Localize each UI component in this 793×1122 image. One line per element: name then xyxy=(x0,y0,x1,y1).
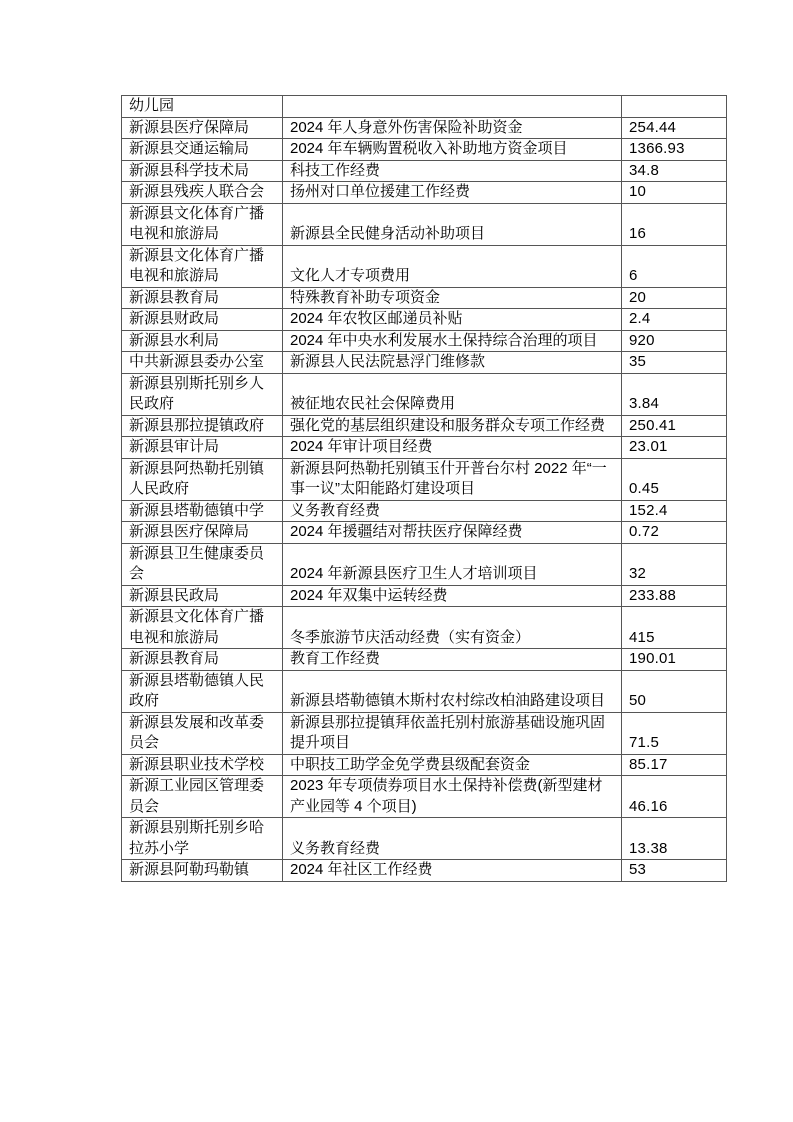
amount-cell: 34.8 xyxy=(622,160,727,182)
project-cell: 特殊教育补助专项资金 xyxy=(283,287,622,309)
unit-cell: 新源县审计局 xyxy=(122,437,283,459)
funding-table-container xyxy=(121,95,685,882)
amount-cell xyxy=(622,96,727,118)
project-cell: 义务教育经费 xyxy=(283,818,622,860)
unit-cell: 新源县水利局 xyxy=(122,330,283,352)
amount-cell: 152.4 xyxy=(622,500,727,522)
unit-cell: 新源县阿热勒托别镇人民政府 xyxy=(122,458,283,500)
table-row xyxy=(122,373,727,415)
amount-cell: 53 xyxy=(622,860,727,882)
unit-cell: 幼儿园 xyxy=(122,96,283,118)
table-row xyxy=(122,458,727,500)
unit-cell: 新源县别斯托别乡人民政府 xyxy=(122,373,283,415)
unit-cell: 新源县文化体育广播电视和旅游局 xyxy=(122,607,283,649)
table-row xyxy=(122,96,727,118)
unit-cell: 新源县文化体育广播电视和旅游局 xyxy=(122,245,283,287)
amount-cell: 250.41 xyxy=(622,415,727,437)
amount-cell: 920 xyxy=(622,330,727,352)
unit-cell: 新源县科学技术局 xyxy=(122,160,283,182)
unit-cell: 新源县卫生健康委员会 xyxy=(122,543,283,585)
project-cell: 2023 年专项债券项目水土保持补偿费(新型建材产业园等 4 个项目) xyxy=(283,776,622,818)
table-row xyxy=(122,754,727,776)
unit-cell: 新源县文化体育广播电视和旅游局 xyxy=(122,203,283,245)
project-cell: 新源县塔勒德镇木斯村农村综改柏油路建设项目 xyxy=(283,670,622,712)
project-cell: 新源县阿热勒托别镇玉什开普台尔村 2022 年“一事一议”太阳能路灯建设项目 xyxy=(283,458,622,500)
amount-cell: 23.01 xyxy=(622,437,727,459)
unit-cell: 新源县发展和改革委员会 xyxy=(122,712,283,754)
table-row xyxy=(122,309,727,331)
table-row xyxy=(122,818,727,860)
unit-cell: 新源县教育局 xyxy=(122,287,283,309)
amount-cell: 6 xyxy=(622,245,727,287)
table-row xyxy=(122,585,727,607)
unit-cell: 新源县医疗保障局 xyxy=(122,117,283,139)
project-cell: 冬季旅游节庆活动经费（实有资金） xyxy=(283,607,622,649)
table-row xyxy=(122,649,727,671)
project-cell: 2024 年人身意外伤害保险补助资金 xyxy=(283,117,622,139)
project-cell: 扬州对口单位援建工作经费 xyxy=(283,182,622,204)
table-row xyxy=(122,543,727,585)
unit-cell: 新源县塔勒德镇人民政府 xyxy=(122,670,283,712)
project-cell: 被征地农民社会保障费用 xyxy=(283,373,622,415)
table-row xyxy=(122,500,727,522)
amount-cell: 46.16 xyxy=(622,776,727,818)
table-row xyxy=(122,203,727,245)
project-cell: 2024 年援疆结对帮扶医疗保障经费 xyxy=(283,522,622,544)
table-row xyxy=(122,712,727,754)
table-row xyxy=(122,607,727,649)
project-cell: 文化人才专项费用 xyxy=(283,245,622,287)
project-cell: 2024 年中央水利发展水土保持综合治理的项目 xyxy=(283,330,622,352)
unit-cell: 新源县教育局 xyxy=(122,649,283,671)
table-row xyxy=(122,287,727,309)
project-cell: 中职技工助学金免学费县级配套资金 xyxy=(283,754,622,776)
unit-cell: 新源县财政局 xyxy=(122,309,283,331)
table-row xyxy=(122,860,727,882)
table-row xyxy=(122,117,727,139)
amount-cell: 0.45 xyxy=(622,458,727,500)
amount-cell: 0.72 xyxy=(622,522,727,544)
amount-cell: 3.84 xyxy=(622,373,727,415)
amount-cell: 415 xyxy=(622,607,727,649)
amount-cell: 233.88 xyxy=(622,585,727,607)
unit-cell: 新源县民政局 xyxy=(122,585,283,607)
table-row xyxy=(122,330,727,352)
table-row xyxy=(122,522,727,544)
table-row xyxy=(122,437,727,459)
unit-cell: 新源工业园区管理委员会 xyxy=(122,776,283,818)
amount-cell: 13.38 xyxy=(622,818,727,860)
project-cell: 2024 年新源县医疗卫生人才培训项目 xyxy=(283,543,622,585)
table-row xyxy=(122,139,727,161)
amount-cell: 50 xyxy=(622,670,727,712)
amount-cell: 16 xyxy=(622,203,727,245)
table-row xyxy=(122,245,727,287)
project-cell: 新源县人民法院悬浮门维修款 xyxy=(283,352,622,374)
project-cell: 义务教育经费 xyxy=(283,500,622,522)
project-cell: 新源县那拉提镇拜依盖托别村旅游基础设施巩固提升项目 xyxy=(283,712,622,754)
amount-cell: 85.17 xyxy=(622,754,727,776)
table-row xyxy=(122,670,727,712)
project-cell: 2024 年社区工作经费 xyxy=(283,860,622,882)
amount-cell: 71.5 xyxy=(622,712,727,754)
project-cell: 2024 年车辆购置税收入补助地方资金项目 xyxy=(283,139,622,161)
unit-cell: 新源县阿勒玛勒镇 xyxy=(122,860,283,882)
unit-cell: 新源县别斯托别乡哈拉苏小学 xyxy=(122,818,283,860)
amount-cell: 190.01 xyxy=(622,649,727,671)
funding-table xyxy=(121,95,727,882)
project-cell xyxy=(283,96,622,118)
project-cell: 科技工作经费 xyxy=(283,160,622,182)
project-cell: 新源县全民健身活动补助项目 xyxy=(283,203,622,245)
amount-cell: 35 xyxy=(622,352,727,374)
unit-cell: 新源县交通运输局 xyxy=(122,139,283,161)
unit-cell: 中共新源县委办公室 xyxy=(122,352,283,374)
amount-cell: 20 xyxy=(622,287,727,309)
unit-cell: 新源县医疗保障局 xyxy=(122,522,283,544)
unit-cell: 新源县残疾人联合会 xyxy=(122,182,283,204)
amount-cell: 32 xyxy=(622,543,727,585)
table-row xyxy=(122,182,727,204)
amount-cell: 254.44 xyxy=(622,117,727,139)
table-row xyxy=(122,352,727,374)
unit-cell: 新源县那拉提镇政府 xyxy=(122,415,283,437)
unit-cell: 新源县职业技术学校 xyxy=(122,754,283,776)
project-cell: 2024 年农牧区邮递员补贴 xyxy=(283,309,622,331)
project-cell: 2024 年审计项目经费 xyxy=(283,437,622,459)
amount-cell: 2.4 xyxy=(622,309,727,331)
table-row xyxy=(122,415,727,437)
funding-table-body xyxy=(122,96,727,882)
table-row xyxy=(122,776,727,818)
unit-cell: 新源县塔勒德镇中学 xyxy=(122,500,283,522)
project-cell: 强化党的基层组织建设和服务群众专项工作经费 xyxy=(283,415,622,437)
project-cell: 教育工作经费 xyxy=(283,649,622,671)
amount-cell: 1366.93 xyxy=(622,139,727,161)
project-cell: 2024 年双集中运转经费 xyxy=(283,585,622,607)
table-row xyxy=(122,160,727,182)
amount-cell: 10 xyxy=(622,182,727,204)
